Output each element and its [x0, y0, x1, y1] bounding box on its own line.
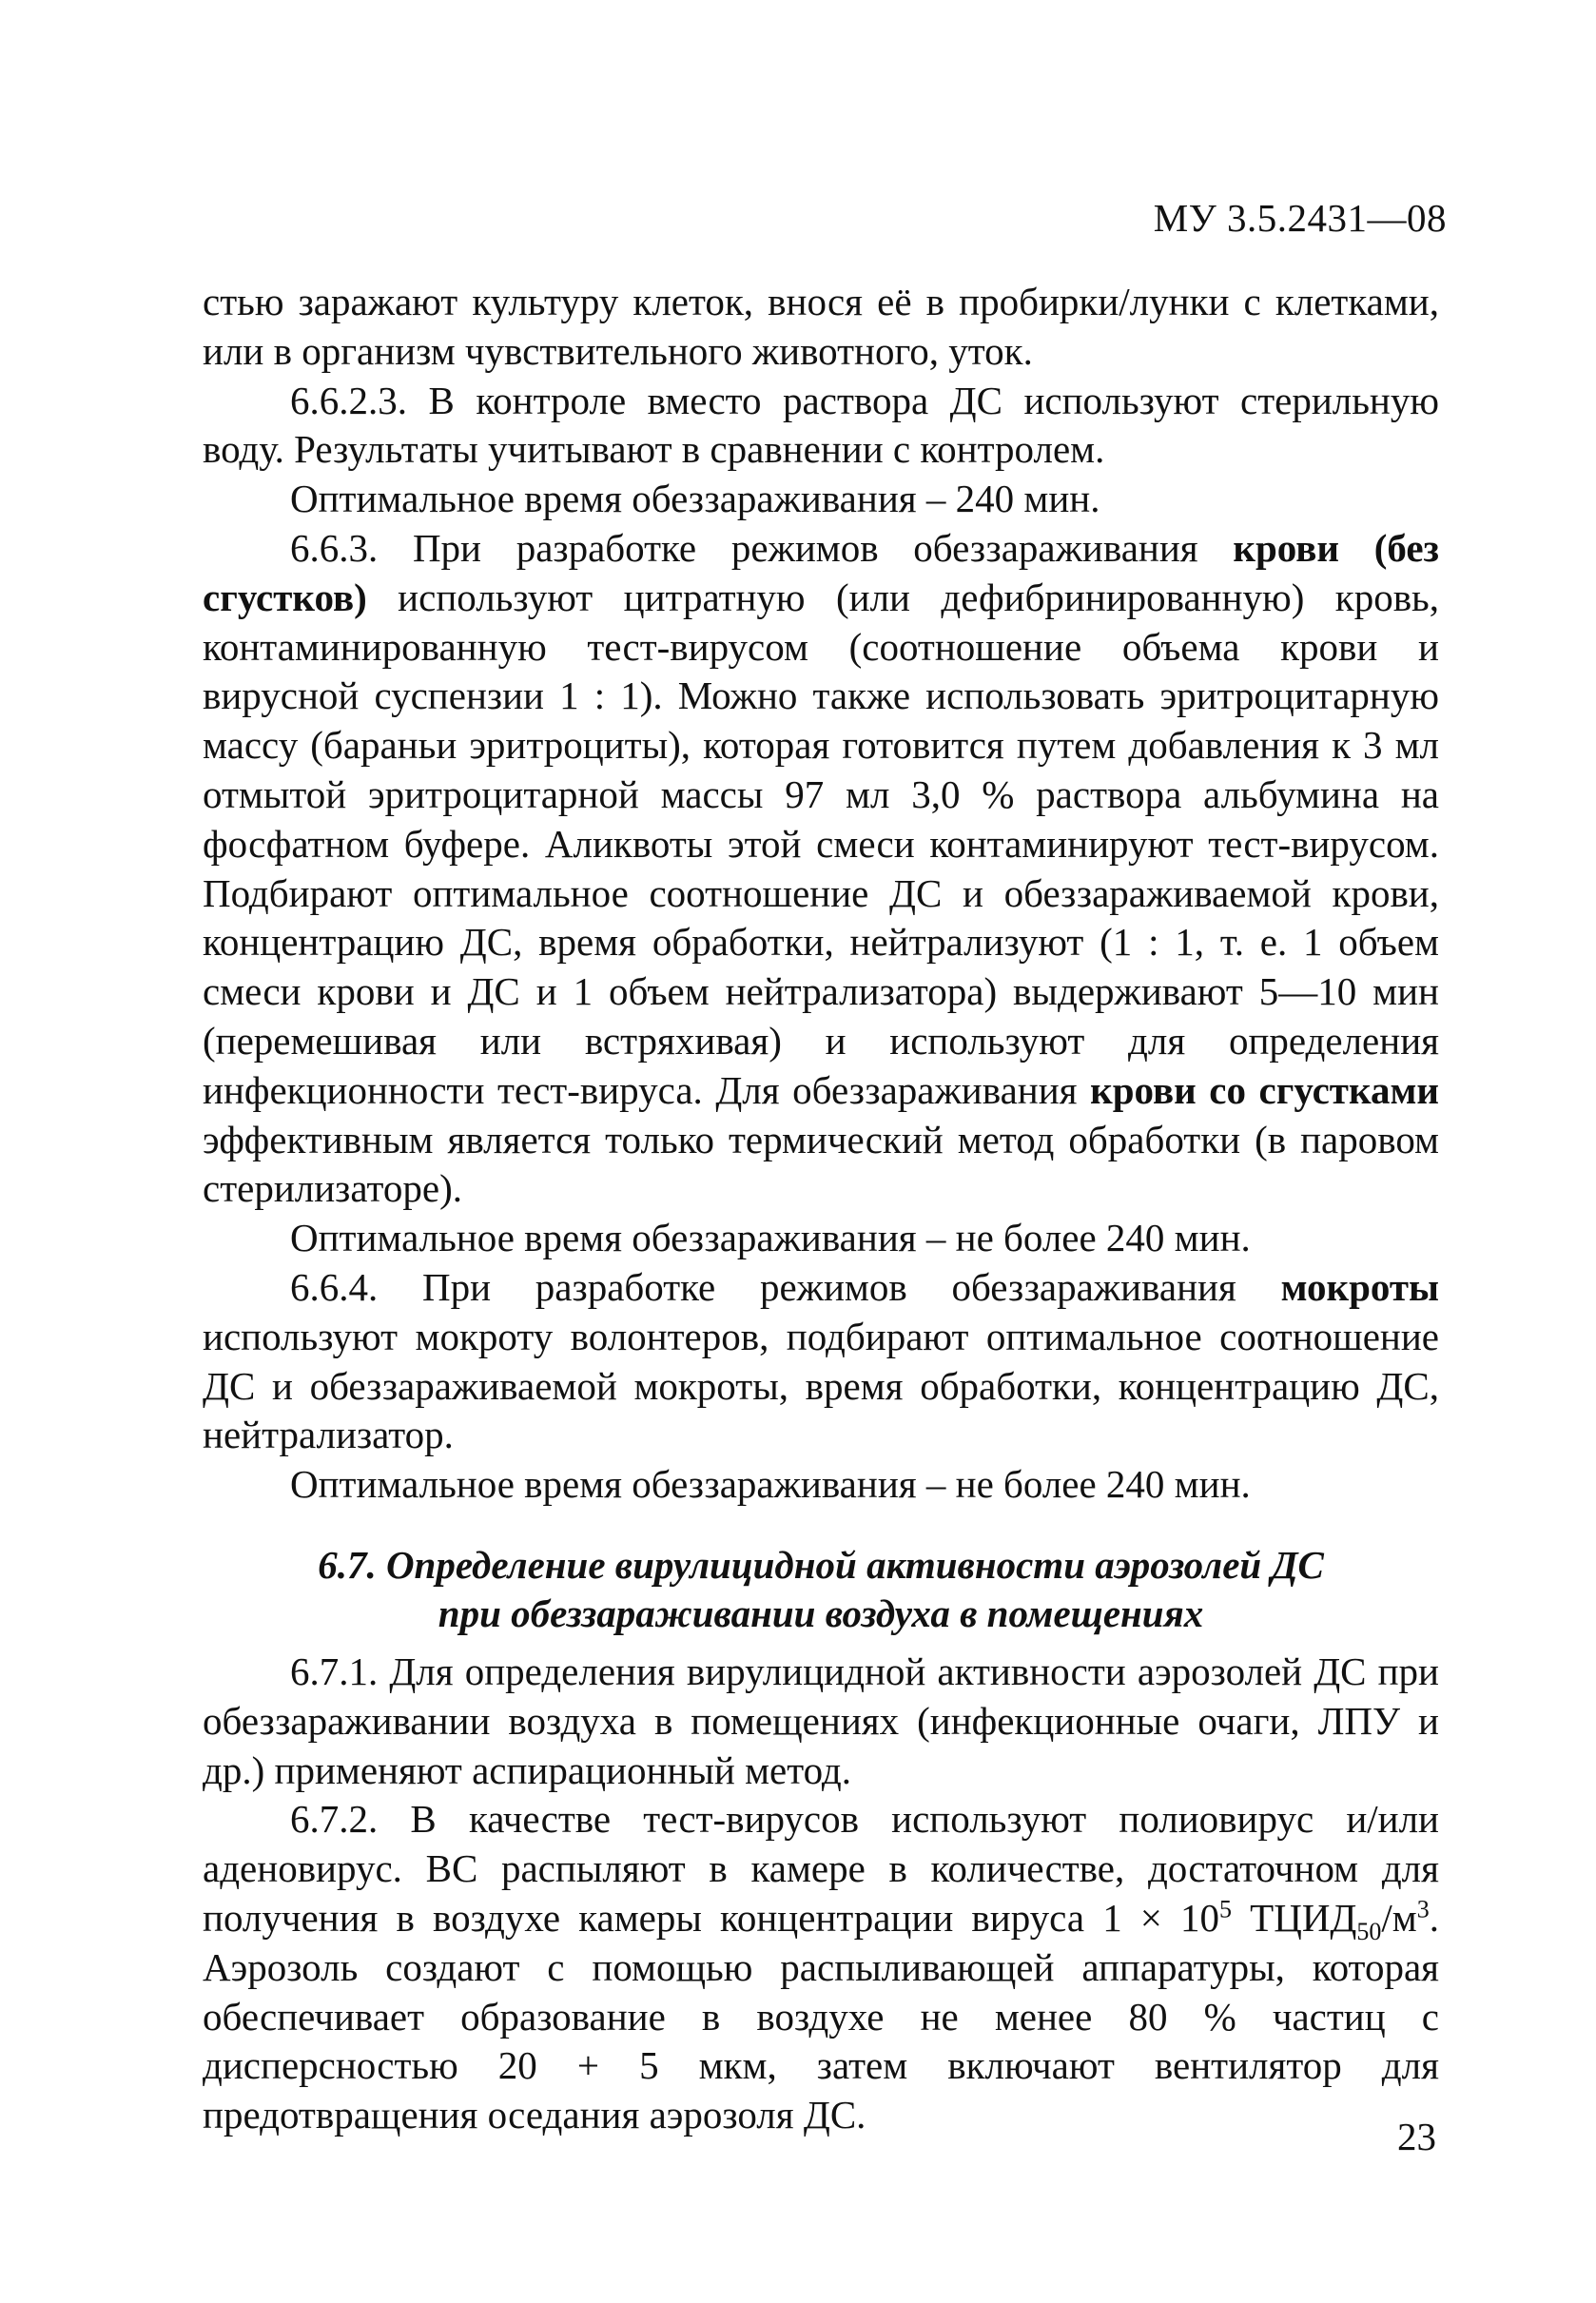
paragraph-6-6-2-3: 6.6.2.3. В контроле вместо раствора ДС используют стерильную воду. Результаты учитывают в сравнении с контролем.	[203, 378, 1439, 472]
paragraph-6-6-3	[203, 524, 1439, 1214]
text-run: используют мокроту волонтеров, подбирают оптимальное соотношение ДС и обеззараживаемой мокроты, время обработки, концентрацию ДС, нейтрализатор.	[203, 1314, 1439, 1457]
bold-term-sputum: мокроты	[1280, 1264, 1439, 1309]
paragraph-6-7-1: 6.7.1. Для определения вирулицидной активности аэрозолей ДС при обеззараживании воздуха в помещениях (инфекционные очаги, ЛПУ и др.) применяют аспирационный метод.	[203, 1649, 1439, 1792]
paragraph-optimal-time-2: Оптимальное время обеззараживания – не более 240 мин.	[290, 1216, 1251, 1260]
subscript-50: 50	[1356, 1918, 1382, 1946]
paragraph-6-6-4	[203, 1263, 1439, 1460]
page-body	[203, 278, 1439, 2140]
text-run: эффективным является только термический метод обработки (в паровом стерилизаторе).	[203, 1117, 1439, 1211]
text-run: /м	[1381, 1895, 1417, 1940]
section-heading-line-1: 6.7. Определение вирулицидной активности аэрозолей ДС	[318, 1542, 1324, 1587]
text-run: используют цитратную (или дефибринированную) кровь, контаминированную тест-вирусом (соотношение объема крови и вирусной суспензии 1 : 1). Можно также использовать эритроцитарную массу (бараньи эритроциты), которая готовится путем добавления к 3 мл отмытой эритроцитарной массы 97 мл 3,0 % раствора альбумина на фосфатном буфере. Аликвоты этой смеси контаминируют тест-вирусом. Подбирают оптимальное соотношение ДС и обеззараживаемой крови, концентрацию ДС, время обработки, нейтрализуют (1 : 1, т. е. 1 объем смеси крови и ДС и 1 объем нейтрализатора) выдерживают 5—10 мин (перемешивая или встряхивая) и используют для определения инфекционности тест-вируса. Для обеззараживания	[203, 575, 1439, 1112]
text-run: 6.6.3. При разработке режимов обеззараживания	[290, 525, 1234, 570]
text-run: ТЦИД	[1232, 1895, 1357, 1940]
paragraph-optimal-time-1: Оптимальное время обеззараживания – 240 мин.	[290, 477, 1100, 521]
text-run: 6.6.4. При разработке режимов обеззараживания	[290, 1264, 1281, 1309]
superscript-cubic: 3	[1416, 1895, 1430, 1923]
superscript-exponent: 5	[1219, 1895, 1233, 1923]
paragraph-optimal-time-3: Оптимальное время обеззараживания – не более 240 мин.	[290, 1462, 1251, 1507]
bold-term-blood-with-clots: крови со сгустками	[1090, 1067, 1440, 1112]
bold-term-blood-without-clots: крови (без сгустков)	[203, 525, 1439, 619]
page-number: 23	[1397, 2115, 1436, 2158]
text-run: 6.7.2. В качестве тест-вирусов используют полиовирус и/или аденовирус. ВС распыляют в камере в количестве, достаточном для получения в воздухе камеры концентрации вируса 1 × 10	[203, 1797, 1439, 1940]
section-heading-line-2: при обеззараживании воздуха в помещениях	[438, 1591, 1204, 1635]
paragraph-6-7-2	[203, 1795, 1439, 2140]
document-code: МУ 3.5.2431—08	[1153, 196, 1447, 240]
paragraph-continuation: стью заражают культуру клеток, внося её в пробирки/лунки с клетками, или в организм чувствительного животного, уток.	[203, 280, 1439, 373]
text-run: . Аэрозоль создают с помощью распыливающей аппаратуры, которая обеспечивает образование в воздухе не менее 80 % частиц с дисперсностью 20 + 5 мкм, затем включают вентилятор для предотвращения оседания аэрозоля ДС.	[203, 1895, 1439, 2137]
section-heading-6-7	[203, 1541, 1439, 1638]
